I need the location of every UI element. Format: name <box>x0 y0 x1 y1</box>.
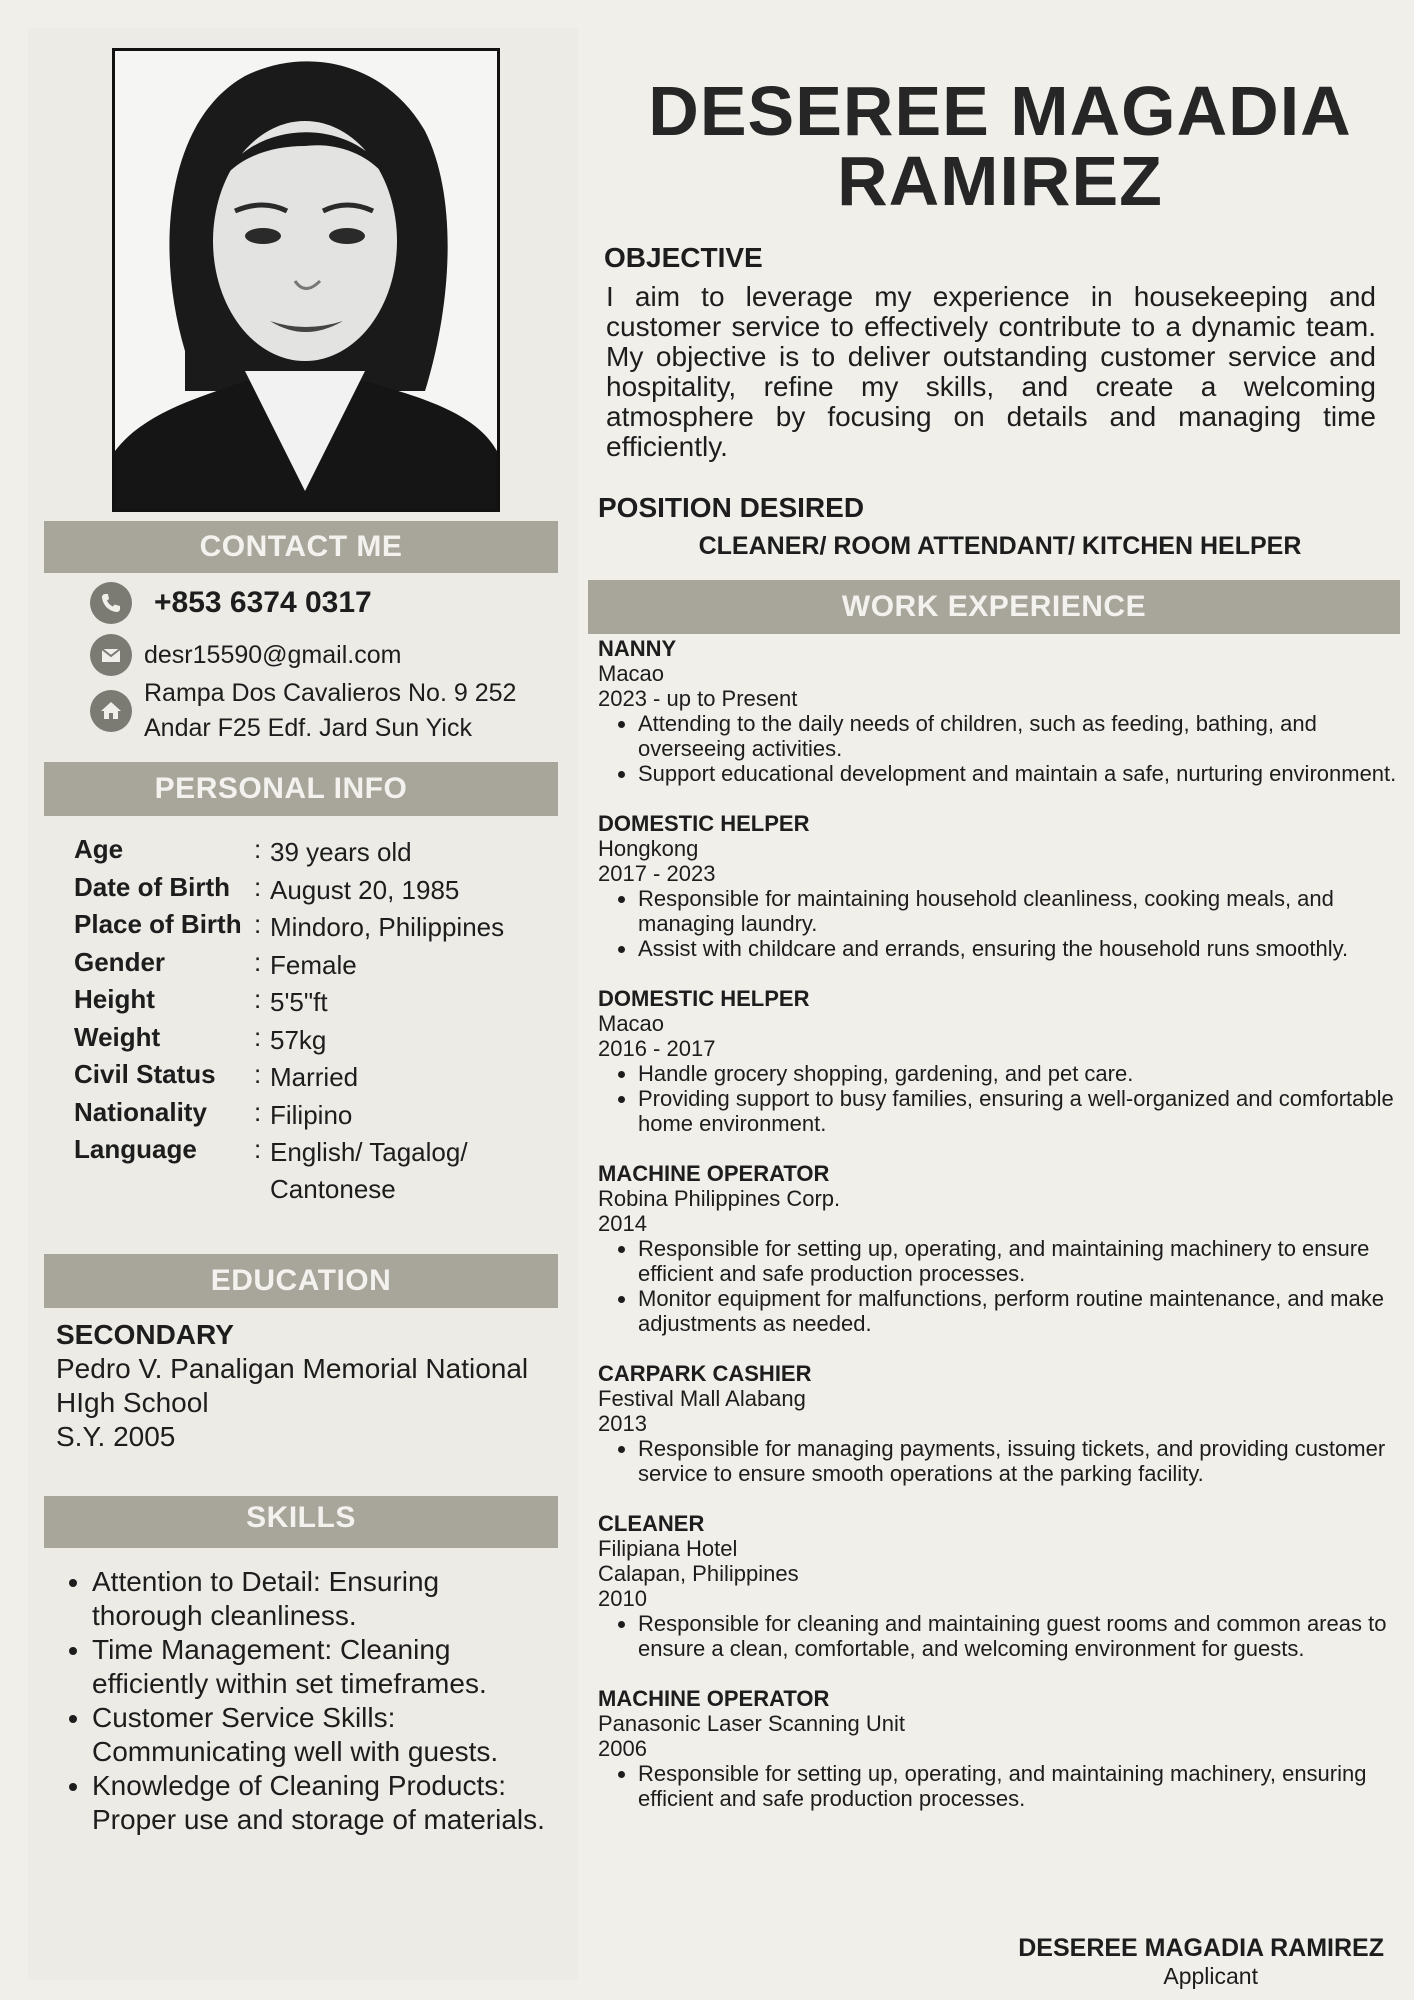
job-entry <box>598 1161 1398 1336</box>
personal-info-colon: : <box>254 984 262 1014</box>
contact-address-line2: Andar F25 Edf. Jard Sun Yick <box>144 714 472 742</box>
job-entry <box>598 636 1398 786</box>
education-block <box>56 1318 556 1454</box>
position-value: CLEANER/ ROOM ATTENDANT/ KITCHEN HELPER <box>698 532 1302 560</box>
contact-email[interactable]: desr15590@gmail.com <box>144 640 402 669</box>
contact-address-line1: Rampa Dos Cavalieros No. 9 252 <box>144 679 517 707</box>
personal-info-value: English/ Tagalog/ Cantonese <box>270 1137 468 1204</box>
position-heading: POSITION DESIRED <box>598 492 865 523</box>
personal-info-value: Married <box>270 1062 359 1092</box>
job-title: NANNY <box>598 636 677 661</box>
personal-info-label: Weight <box>74 1021 161 1052</box>
personal-info-colon: : <box>254 1096 262 1127</box>
job-duty: • Monitor equipment for malfunctions, perform routine maintenance, and make adjustments as needed. <box>638 1286 1398 1336</box>
personal-info-row <box>74 834 570 872</box>
personal-info-label: Place of Birth <box>74 909 242 939</box>
personal-info-colon: : <box>254 871 262 902</box>
job-detail: 2010 <box>598 1586 647 1611</box>
job-detail: Macao <box>598 1011 665 1036</box>
job-detail: 2017 - 2023 <box>598 861 716 886</box>
skills-list <box>56 1565 556 1837</box>
job-detail: 2014 <box>598 1211 647 1236</box>
personal-info-row <box>74 1097 570 1135</box>
education-heading: EDUCATION <box>44 1254 558 1308</box>
job-duties <box>598 1236 1398 1336</box>
job-detail: 2013 <box>598 1411 647 1436</box>
job-duties <box>598 886 1398 961</box>
portrait-image <box>115 51 497 509</box>
phone-icon <box>90 582 132 624</box>
personal-info-colon: : <box>254 1059 262 1089</box>
personal-info-row <box>74 872 570 910</box>
personal-info-value: 5'5"ft <box>270 987 328 1017</box>
objective-heading: OBJECTIVE <box>604 242 763 273</box>
home-icon <box>90 690 132 732</box>
personal-info-row <box>74 1059 570 1097</box>
personal-info-label: Gender <box>74 946 166 977</box>
name-line-1: DESEREE MAGADIA <box>648 72 1352 150</box>
job-detail: 2016 - 2017 <box>598 1036 716 1061</box>
job-duty: • Responsible for setting up, operating, and maintaining machinery, ensuring efficient and safe production processes. <box>638 1761 1398 1811</box>
job-detail: Panasonic Laser Scanning Unit <box>598 1711 905 1736</box>
job-duty: • Responsible for managing payments, issuing tickets, and providing customer service to ensure smooth operations at the parking facility. <box>638 1436 1398 1486</box>
education-level: SECONDARY <box>56 1319 234 1350</box>
skill-item: • Knowledge of Cleaning Products: Proper use and storage of materials. <box>92 1769 556 1837</box>
personal-info-row <box>74 947 570 985</box>
work-experience-list <box>598 636 1398 1836</box>
job-entry <box>598 986 1398 1136</box>
job-duties <box>598 711 1398 786</box>
job-duty: • Assist with childcare and errands, ensuring the household runs smoothly. <box>638 936 1398 961</box>
personal-info-colon: : <box>254 1134 262 1164</box>
job-duties <box>598 1761 1398 1811</box>
profile-photo <box>112 48 500 512</box>
contact-phone[interactable]: +853 6374 0317 <box>154 586 372 619</box>
contact-address-row <box>90 676 516 746</box>
personal-info-value: Filipino <box>270 1099 353 1130</box>
skills-heading: SKILLS <box>44 1496 558 1548</box>
job-title: DOMESTIC HELPER <box>598 986 810 1011</box>
personal-info-label: Nationality <box>74 1096 207 1127</box>
job-duty: • Handle grocery shopping, gardening, and pet care. <box>638 1061 1398 1086</box>
education-year: S.Y. 2005 <box>56 1421 176 1452</box>
signature-role: Applicant <box>1163 1963 1258 1989</box>
personal-info-row <box>74 984 570 1022</box>
job-entry <box>598 1511 1398 1661</box>
job-duties <box>598 1611 1398 1661</box>
work-experience-heading: WORK EXPERIENCE <box>588 580 1400 634</box>
job-detail: Filipiana Hotel <box>598 1536 738 1561</box>
skills-block <box>56 1565 556 1837</box>
personal-info-table <box>74 834 570 1204</box>
job-duty: • Responsible for maintaining household cleanliness, cooking meals, and managing laundry. <box>638 886 1398 936</box>
job-detail: 2006 <box>598 1736 647 1761</box>
signature-name: DESEREE MAGADIA RAMIREZ <box>1018 1934 1384 1962</box>
job-duty: • Responsible for setting up, operating, and maintaining machinery to ensure efficient and safe production processes. <box>638 1236 1398 1286</box>
signature-block <box>1018 1934 1384 1990</box>
personal-info-value: 39 years old <box>270 837 412 867</box>
personal-info-colon: : <box>254 909 262 939</box>
name-line-2: RAMIREZ <box>837 142 1163 220</box>
job-entry <box>598 811 1398 961</box>
personal-info-label: Date of Birth <box>74 871 230 902</box>
contact-email-row <box>90 634 401 676</box>
job-duty: • Providing support to busy families, ensuring a well-organized and comfortable home environment. <box>638 1086 1398 1136</box>
job-entry <box>598 1686 1398 1811</box>
job-duty: • Support educational development and maintain a safe, nurturing environment. <box>638 761 1398 786</box>
personal-info-label: Height <box>74 984 155 1014</box>
job-duty: • Attending to the daily needs of children, such as feeding, bathing, and overseeing activities. <box>638 711 1398 761</box>
job-title: MACHINE OPERATOR <box>598 1686 830 1711</box>
education-school: Pedro V. Panaligan Memorial National HIgh School <box>56 1353 529 1418</box>
job-duties <box>598 1061 1398 1136</box>
personal-info-value: Female <box>270 949 357 980</box>
job-detail: Calapan, Philippines <box>598 1561 799 1586</box>
contact-phone-row <box>90 582 372 624</box>
skill-item: • Customer Service Skills: Communicating well with guests. <box>92 1701 556 1769</box>
skill-item: • Attention to Detail: Ensuring thorough cleanliness. <box>92 1565 556 1633</box>
personal-info-heading: PERSONAL INFO <box>44 762 558 816</box>
personal-info-row <box>74 1134 570 1204</box>
personal-info-colon: : <box>254 1021 262 1052</box>
personal-info-value: August 20, 1985 <box>270 874 460 905</box>
personal-info-row <box>74 909 570 947</box>
personal-info-label: Civil Status <box>74 1059 216 1089</box>
job-detail: Robina Philippines Corp. <box>598 1186 841 1211</box>
personal-info-colon: : <box>254 834 262 864</box>
personal-info-label: Language <box>74 1134 197 1164</box>
job-detail: Macao <box>598 661 665 686</box>
job-title: DOMESTIC HELPER <box>598 811 810 836</box>
job-title: CARPARK CASHIER <box>598 1361 812 1386</box>
job-detail: 2023 - up to Present <box>598 686 798 711</box>
mail-icon <box>90 634 132 676</box>
job-entry <box>598 1361 1398 1486</box>
personal-info-label: Age <box>74 834 124 864</box>
contact-heading: CONTACT ME <box>44 521 558 573</box>
job-title: MACHINE OPERATOR <box>598 1161 830 1186</box>
skill-item: • Time Management: Cleaning efficiently within set timeframes. <box>92 1633 556 1701</box>
personal-info-value: 57kg <box>270 1024 327 1055</box>
job-title: CLEANER <box>598 1511 705 1536</box>
applicant-name <box>590 72 1410 220</box>
objective-text: I aim to leverage my experience in housekeeping and customer service to effectively contribute to a dynamic team. My objective is to deliver outstanding customer service and hospitality, refine my skills, and create a welcoming atmosphere by focusing on details and managing time efficiently. <box>606 281 1376 462</box>
job-detail: Hongkong <box>598 836 699 861</box>
job-duties <box>598 1436 1398 1486</box>
job-detail: Festival Mall Alabang <box>598 1386 806 1411</box>
job-duty: • Responsible for cleaning and maintaining guest rooms and common areas to ensure a clean, comfortable, and welcoming environment for guests. <box>638 1611 1398 1661</box>
personal-info-colon: : <box>254 946 262 977</box>
personal-info-row <box>74 1022 570 1060</box>
personal-info-value: Mindoro, Philippines <box>270 912 505 942</box>
